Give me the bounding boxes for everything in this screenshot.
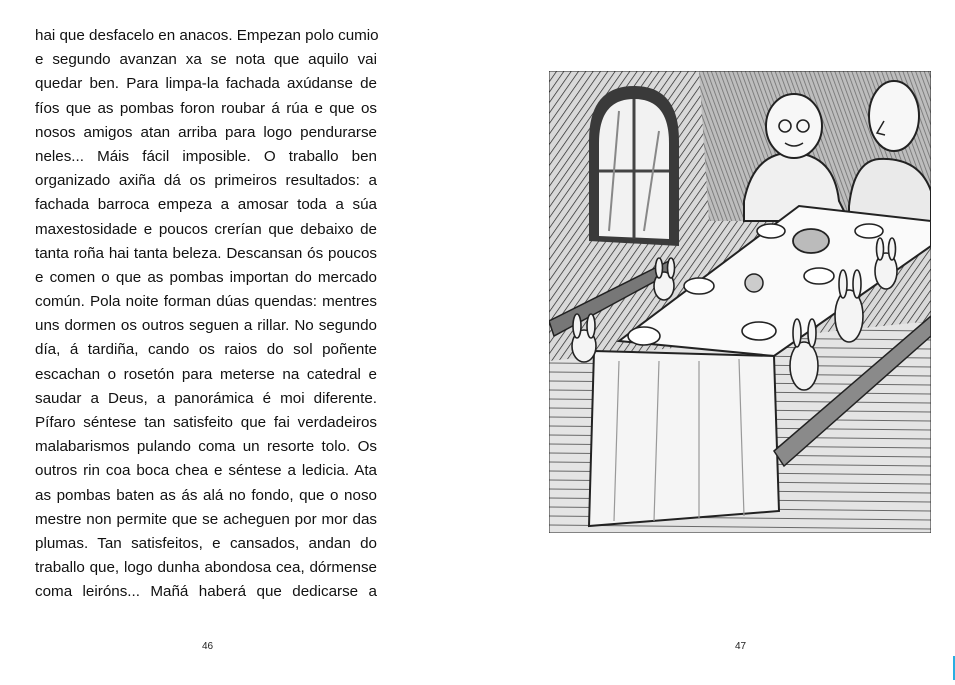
text-line: nosos amigos atan arriba para logo pendurarse	[35, 123, 377, 141]
text-line: coma leiróns... Mañá haberá que dedicarse a	[35, 583, 377, 601]
text-line: fíos que as pombas foron roubar á rúa e que os	[35, 99, 377, 117]
text-line: uns dormen os outros seguen a rillar. No segundo	[35, 317, 377, 335]
text-line: organizado axiña dá os primeiros resultados: a	[35, 172, 377, 190]
text-line: neles... Máis fácil imposible. O traballo ben	[35, 147, 377, 165]
text-line: maxestosidade e poucos crerían que debaixo de	[35, 220, 377, 238]
text-line: fachada barroca empeza a amosar toda a súa	[35, 196, 377, 214]
text-line: escachan o rosetón para meterse na catedral e	[35, 365, 377, 383]
page-number-right: 47	[735, 641, 747, 652]
text-line: Pífaro séntese tan satisfeito que fai verdadeiros	[35, 414, 377, 431]
text-line: e segundo avanzan xa se nota que aquilo vai	[35, 51, 377, 69]
text-line: mestre non permite que se acheguen por mor das	[35, 510, 377, 528]
page-number-left: 46	[202, 641, 214, 652]
left-page-text	[35, 24, 377, 605]
text-line: as pombas baten as ás alá no fondo, que o noso	[35, 486, 377, 504]
text-line: plumas. Tan satisfeitos, e cansados, andan do	[35, 534, 377, 552]
text-line: traballo que, logo dunha abondosa cea, dórmense	[35, 559, 377, 577]
text-line: e comen o que as pombas importan do mercado	[35, 268, 377, 286]
text-line: quedar ben. Para limpa-la fachada axúdanse de	[35, 75, 377, 93]
text-line: común. Pola noite forman dúas quendas: mentres	[35, 293, 377, 311]
text-line: saudar a Deus, a panorámica é moi diferente.	[35, 389, 377, 407]
illustration-banquet-scene	[549, 71, 931, 533]
text-line: tanta roña hai tanta beleza. Descansan ós poucos	[35, 244, 377, 262]
text-line: hai que desfacelo en anacos. Empezan polo cumio	[35, 27, 379, 44]
text-line: día, á tardiña, cando os raios do sol poñente	[35, 341, 377, 359]
text-line: malabarismos pulando coma un resorte tolo. Os	[35, 438, 377, 456]
text-line: outros rin coa boca chea e séntese a ledicia. Ata	[35, 462, 377, 480]
